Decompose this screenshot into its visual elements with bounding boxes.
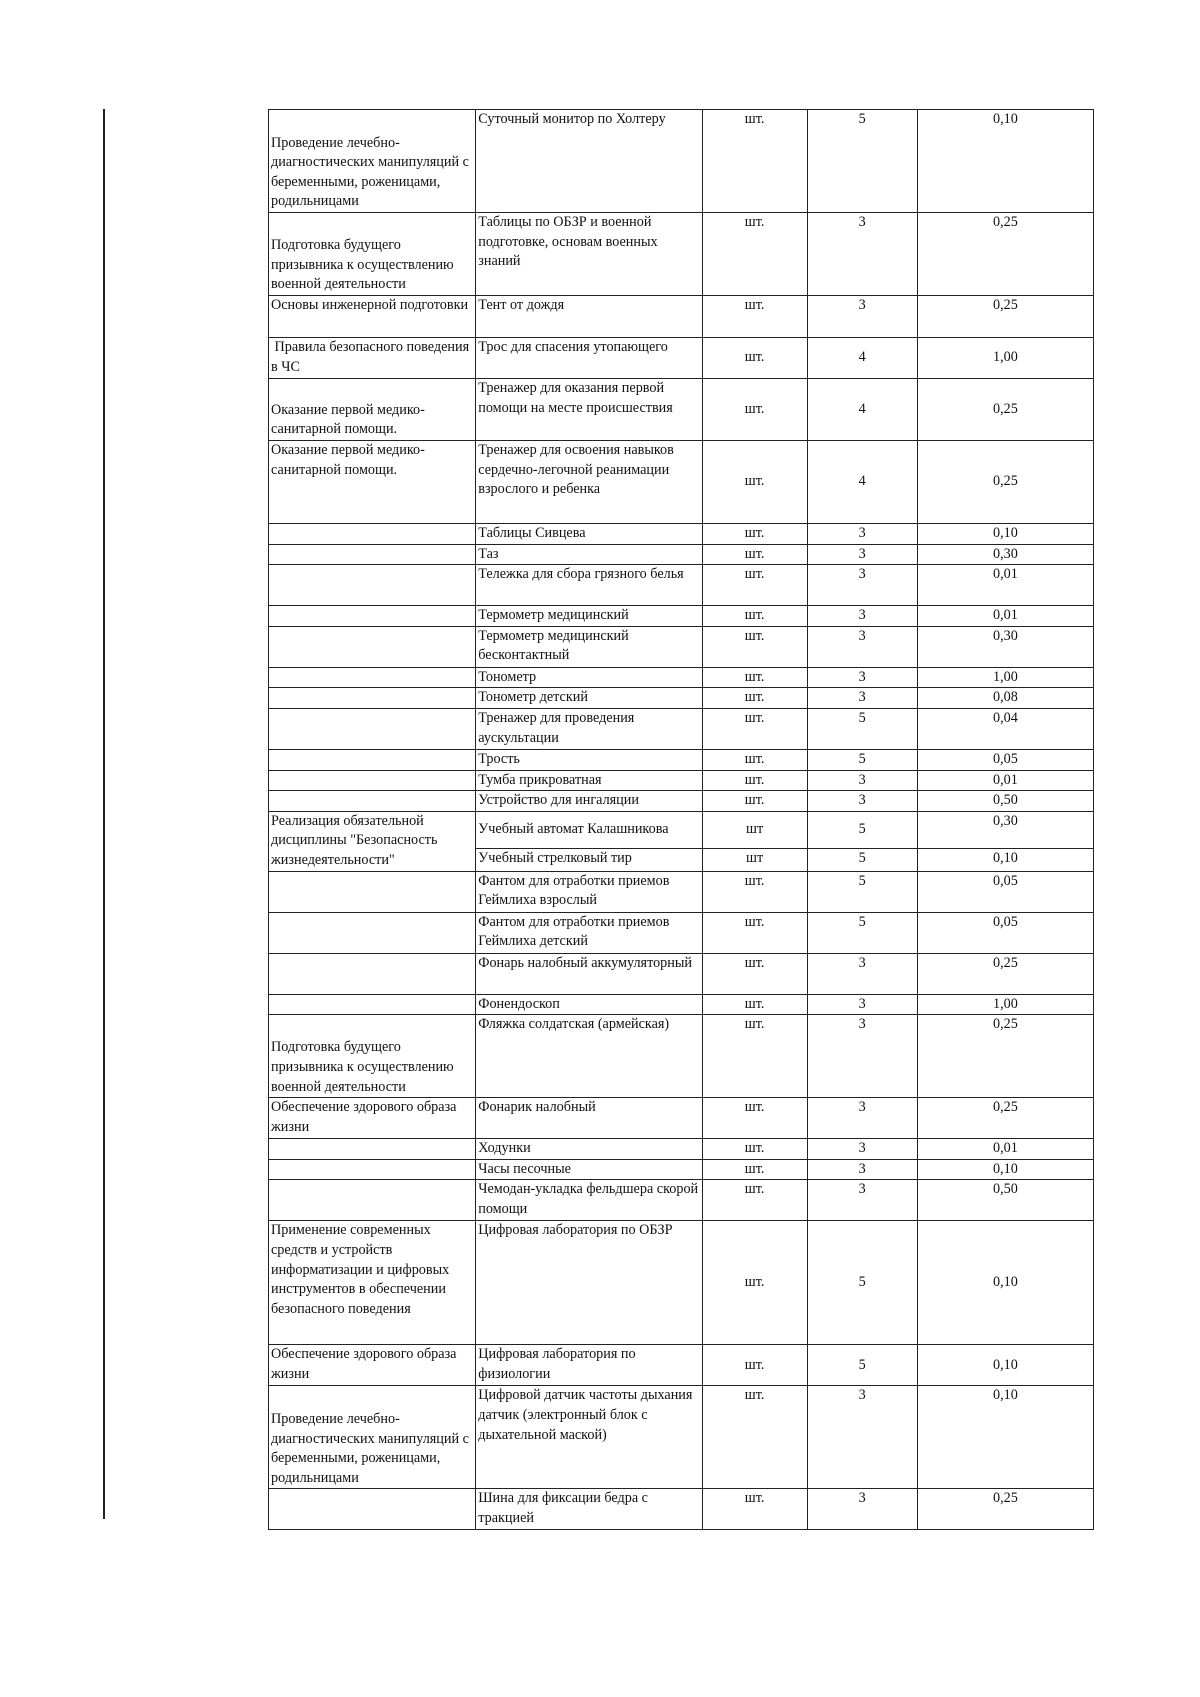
quantity-cell: 4 bbox=[807, 441, 917, 524]
section-cell: Обеспечение здорового образа жизни bbox=[269, 1345, 476, 1386]
value-cell: 0,30 bbox=[917, 544, 1093, 565]
item-name-cell: Фантом для отработки приемов Геймлиха взрослый bbox=[476, 871, 702, 912]
unit-cell: шт. bbox=[702, 1139, 807, 1160]
value-cell: 1,00 bbox=[917, 338, 1093, 379]
section-cell bbox=[269, 749, 476, 770]
quantity-cell: 3 bbox=[807, 1015, 917, 1098]
value-cell: 0,10 bbox=[917, 1221, 1093, 1345]
unit-cell: шт. bbox=[702, 1098, 807, 1139]
item-name-cell: Фляжка солдатская (армейская) bbox=[476, 1015, 702, 1098]
quantity-cell: 3 bbox=[807, 1489, 917, 1530]
table-row bbox=[269, 338, 1094, 379]
value-cell: 0,10 bbox=[917, 1345, 1093, 1386]
item-name-cell: Ходунки bbox=[476, 1139, 702, 1160]
value-cell: 0,01 bbox=[917, 565, 1093, 606]
unit-cell: шт. bbox=[702, 379, 807, 441]
quantity-cell: 3 bbox=[807, 953, 917, 994]
unit-cell: шт. bbox=[702, 791, 807, 812]
item-name-cell: Учебный стрелковый тир bbox=[476, 848, 702, 871]
unit-cell: шт. bbox=[702, 953, 807, 994]
quantity-cell: 5 bbox=[807, 749, 917, 770]
section-cell bbox=[269, 770, 476, 791]
section-cell bbox=[269, 1139, 476, 1160]
quantity-cell: 3 bbox=[807, 544, 917, 565]
table-row bbox=[269, 1386, 1094, 1489]
quantity-cell: 3 bbox=[807, 1386, 917, 1489]
item-name-cell: Шина для фиксации бедра с тракцией bbox=[476, 1489, 702, 1530]
table-row bbox=[269, 791, 1094, 812]
section-cell bbox=[269, 1159, 476, 1180]
section-cell: Реализация обязательной дисциплины "Безопасность жизнедеятельности" bbox=[269, 811, 476, 871]
unit-cell: шт. bbox=[702, 544, 807, 565]
value-cell: 0,10 bbox=[917, 1386, 1093, 1489]
section-cell bbox=[269, 1489, 476, 1530]
quantity-cell: 3 bbox=[807, 626, 917, 667]
section-cell: Применение современных средств и устройств информатизации и цифровых инструментов в обеспечении безопасного поведения bbox=[269, 1221, 476, 1345]
table-row bbox=[269, 770, 1094, 791]
quantity-cell: 5 bbox=[807, 1221, 917, 1345]
unit-cell: шт. bbox=[702, 688, 807, 709]
quantity-cell: 5 bbox=[807, 110, 917, 213]
item-name-cell: Часы песочные bbox=[476, 1159, 702, 1180]
section-cell bbox=[269, 688, 476, 709]
unit-cell: шт. bbox=[702, 110, 807, 213]
item-name-cell: Трос для спасения утопающего bbox=[476, 338, 702, 379]
section-cell bbox=[269, 871, 476, 912]
quantity-cell: 3 bbox=[807, 667, 917, 688]
value-cell: 0,01 bbox=[917, 606, 1093, 627]
item-name-cell: Чемодан-укладка фельдшера скорой помощи bbox=[476, 1180, 702, 1221]
quantity-cell: 3 bbox=[807, 688, 917, 709]
value-cell: 0,10 bbox=[917, 524, 1093, 545]
quantity-cell: 5 bbox=[807, 708, 917, 749]
quantity-cell: 5 bbox=[807, 912, 917, 953]
unit-cell: шт. bbox=[702, 1015, 807, 1098]
value-cell: 0,25 bbox=[917, 1098, 1093, 1139]
value-cell: 0,10 bbox=[917, 848, 1093, 871]
item-name-cell: Фонендоскоп bbox=[476, 994, 702, 1015]
section-cell: Оказание первой медико-санитарной помощи. bbox=[269, 441, 476, 524]
value-cell: 0,01 bbox=[917, 770, 1093, 791]
item-name-cell: Цифровая лаборатория по физиологии bbox=[476, 1345, 702, 1386]
item-name-cell: Тренажер для проведения аускультации bbox=[476, 708, 702, 749]
table-row bbox=[269, 688, 1094, 709]
quantity-cell: 5 bbox=[807, 871, 917, 912]
quantity-cell: 3 bbox=[807, 1180, 917, 1221]
quantity-cell: 3 bbox=[807, 565, 917, 606]
item-name-cell: Тренажер для оказания первой помощи на месте происшествия bbox=[476, 379, 702, 441]
unit-cell: шт. bbox=[702, 770, 807, 791]
unit-cell: шт. bbox=[702, 749, 807, 770]
item-name-cell: Учебный автомат Калашникова bbox=[476, 811, 702, 848]
table-row bbox=[269, 524, 1094, 545]
table-row bbox=[269, 994, 1094, 1015]
table-row bbox=[269, 708, 1094, 749]
value-cell: 0,25 bbox=[917, 441, 1093, 524]
item-name-cell: Таблицы Сивцева bbox=[476, 524, 702, 545]
section-cell bbox=[269, 565, 476, 606]
item-name-cell: Трость bbox=[476, 749, 702, 770]
unit-cell: шт. bbox=[702, 1159, 807, 1180]
unit-cell: шт. bbox=[702, 565, 807, 606]
value-cell: 0,25 bbox=[917, 296, 1093, 338]
table-row bbox=[269, 441, 1094, 524]
section-cell bbox=[269, 626, 476, 667]
section-cell bbox=[269, 994, 476, 1015]
quantity-cell: 5 bbox=[807, 1345, 917, 1386]
equipment-table bbox=[268, 109, 1094, 1530]
value-cell: 0,01 bbox=[917, 1139, 1093, 1160]
item-name-cell: Тележка для сбора грязного белья bbox=[476, 565, 702, 606]
section-cell bbox=[269, 524, 476, 545]
unit-cell: шт. bbox=[702, 912, 807, 953]
section-cell bbox=[269, 953, 476, 994]
table-row bbox=[269, 1159, 1094, 1180]
quantity-cell: 3 bbox=[807, 606, 917, 627]
unit-cell: шт bbox=[702, 811, 807, 848]
item-name-cell: Суточный монитор по Холтеру bbox=[476, 110, 702, 213]
value-cell: 0,05 bbox=[917, 871, 1093, 912]
value-cell: 0,08 bbox=[917, 688, 1093, 709]
section-cell bbox=[269, 544, 476, 565]
value-cell: 0,50 bbox=[917, 1180, 1093, 1221]
item-name-cell: Таблицы по ОБЗР и военной подготовке, основам военных знаний bbox=[476, 213, 702, 296]
value-cell: 1,00 bbox=[917, 667, 1093, 688]
table-row bbox=[269, 667, 1094, 688]
quantity-cell: 3 bbox=[807, 791, 917, 812]
section-cell: Основы инженерной подготовки bbox=[269, 296, 476, 338]
item-name-cell: Тонометр bbox=[476, 667, 702, 688]
value-cell: 0,10 bbox=[917, 1159, 1093, 1180]
quantity-cell: 3 bbox=[807, 1159, 917, 1180]
unit-cell: шт. bbox=[702, 871, 807, 912]
unit-cell: шт. bbox=[702, 1221, 807, 1345]
value-cell: 0,25 bbox=[917, 953, 1093, 994]
table-row bbox=[269, 1489, 1094, 1530]
item-name-cell: Тонометр детский bbox=[476, 688, 702, 709]
table-row bbox=[269, 213, 1094, 296]
section-cell bbox=[269, 667, 476, 688]
item-name-cell: Фантом для отработки приемов Геймлиха детский bbox=[476, 912, 702, 953]
value-cell: 0,30 bbox=[917, 811, 1093, 848]
unit-cell: шт. bbox=[702, 524, 807, 545]
section-cell: Подготовка будущего призывника к осуществлению военной деятельности bbox=[269, 1015, 476, 1098]
unit-cell: шт. bbox=[702, 213, 807, 296]
table-row bbox=[269, 296, 1094, 338]
value-cell: 0,25 bbox=[917, 379, 1093, 441]
table-row bbox=[269, 1098, 1094, 1139]
section-cell: Проведение лечебно-диагностических манипуляций с беременными, роженицами, родильницами bbox=[269, 110, 476, 213]
quantity-cell: 5 bbox=[807, 848, 917, 871]
value-cell: 0,05 bbox=[917, 912, 1093, 953]
quantity-cell: 4 bbox=[807, 338, 917, 379]
unit-cell: шт. bbox=[702, 994, 807, 1015]
table-row bbox=[269, 626, 1094, 667]
section-cell: Оказание первой медико-санитарной помощи. bbox=[269, 379, 476, 441]
value-cell: 0,25 bbox=[917, 1015, 1093, 1098]
table-row bbox=[269, 1345, 1094, 1386]
table-row bbox=[269, 110, 1094, 213]
section-cell bbox=[269, 791, 476, 812]
section-cell: Подготовка будущего призывника к осуществлению военной деятельности bbox=[269, 213, 476, 296]
table-row bbox=[269, 1015, 1094, 1098]
item-name-cell: Цифровой датчик частоты дыхания датчик (электронный блок с дыхательной маской) bbox=[476, 1386, 702, 1489]
unit-cell: шт. bbox=[702, 1180, 807, 1221]
table-row bbox=[269, 379, 1094, 441]
item-name-cell: Тент от дождя bbox=[476, 296, 702, 338]
section-cell bbox=[269, 912, 476, 953]
quantity-cell: 5 bbox=[807, 811, 917, 848]
item-name-cell: Термометр медицинский bbox=[476, 606, 702, 627]
unit-cell: шт. bbox=[702, 606, 807, 627]
quantity-cell: 4 bbox=[807, 379, 917, 441]
item-name-cell: Тренажер для освоения навыков сердечно-легочной реанимации взрослого и ребенка bbox=[476, 441, 702, 524]
item-name-cell: Фонарь налобный аккумуляторный bbox=[476, 953, 702, 994]
table-row bbox=[269, 871, 1094, 912]
table-row bbox=[269, 544, 1094, 565]
value-cell: 0,50 bbox=[917, 791, 1093, 812]
value-cell: 0,25 bbox=[917, 1489, 1093, 1530]
table-row bbox=[269, 1139, 1094, 1160]
section-cell bbox=[269, 708, 476, 749]
unit-cell: шт. bbox=[702, 1386, 807, 1489]
section-cell: Правила безопасного поведения в ЧС bbox=[269, 338, 476, 379]
quantity-cell: 3 bbox=[807, 296, 917, 338]
section-cell bbox=[269, 1180, 476, 1221]
quantity-cell: 3 bbox=[807, 994, 917, 1015]
item-name-cell: Цифровая лаборатория по ОБЗР bbox=[476, 1221, 702, 1345]
unit-cell: шт. bbox=[702, 626, 807, 667]
unit-cell: шт. bbox=[702, 1489, 807, 1530]
quantity-cell: 3 bbox=[807, 1098, 917, 1139]
table-row bbox=[269, 953, 1094, 994]
value-cell: 0,05 bbox=[917, 749, 1093, 770]
unit-cell: шт. bbox=[702, 667, 807, 688]
table-row bbox=[269, 606, 1094, 627]
page-margin-rule bbox=[103, 109, 105, 1519]
value-cell: 0,30 bbox=[917, 626, 1093, 667]
value-cell: 0,10 bbox=[917, 110, 1093, 213]
unit-cell: шт. bbox=[702, 441, 807, 524]
quantity-cell: 3 bbox=[807, 770, 917, 791]
value-cell: 1,00 bbox=[917, 994, 1093, 1015]
section-cell bbox=[269, 606, 476, 627]
table-row bbox=[269, 565, 1094, 606]
unit-cell: шт. bbox=[702, 708, 807, 749]
table-row bbox=[269, 912, 1094, 953]
value-cell: 0,04 bbox=[917, 708, 1093, 749]
quantity-cell: 3 bbox=[807, 524, 917, 545]
table-row bbox=[269, 811, 1094, 848]
unit-cell: шт. bbox=[702, 338, 807, 379]
item-name-cell: Устройство для ингаляции bbox=[476, 791, 702, 812]
item-name-cell: Термометр медицинский бесконтактный bbox=[476, 626, 702, 667]
table-row bbox=[269, 1221, 1094, 1345]
item-name-cell: Тумба прикроватная bbox=[476, 770, 702, 791]
table-row bbox=[269, 1180, 1094, 1221]
unit-cell: шт bbox=[702, 848, 807, 871]
table-row bbox=[269, 749, 1094, 770]
item-name-cell: Фонарик налобный bbox=[476, 1098, 702, 1139]
unit-cell: шт. bbox=[702, 1345, 807, 1386]
quantity-cell: 3 bbox=[807, 213, 917, 296]
quantity-cell: 3 bbox=[807, 1139, 917, 1160]
item-name-cell: Таз bbox=[476, 544, 702, 565]
section-cell: Проведение лечебно-диагностических манипуляций с беременными, роженицами, родильницами bbox=[269, 1386, 476, 1489]
value-cell: 0,25 bbox=[917, 213, 1093, 296]
section-cell: Обеспечение здорового образа жизни bbox=[269, 1098, 476, 1139]
unit-cell: шт. bbox=[702, 296, 807, 338]
